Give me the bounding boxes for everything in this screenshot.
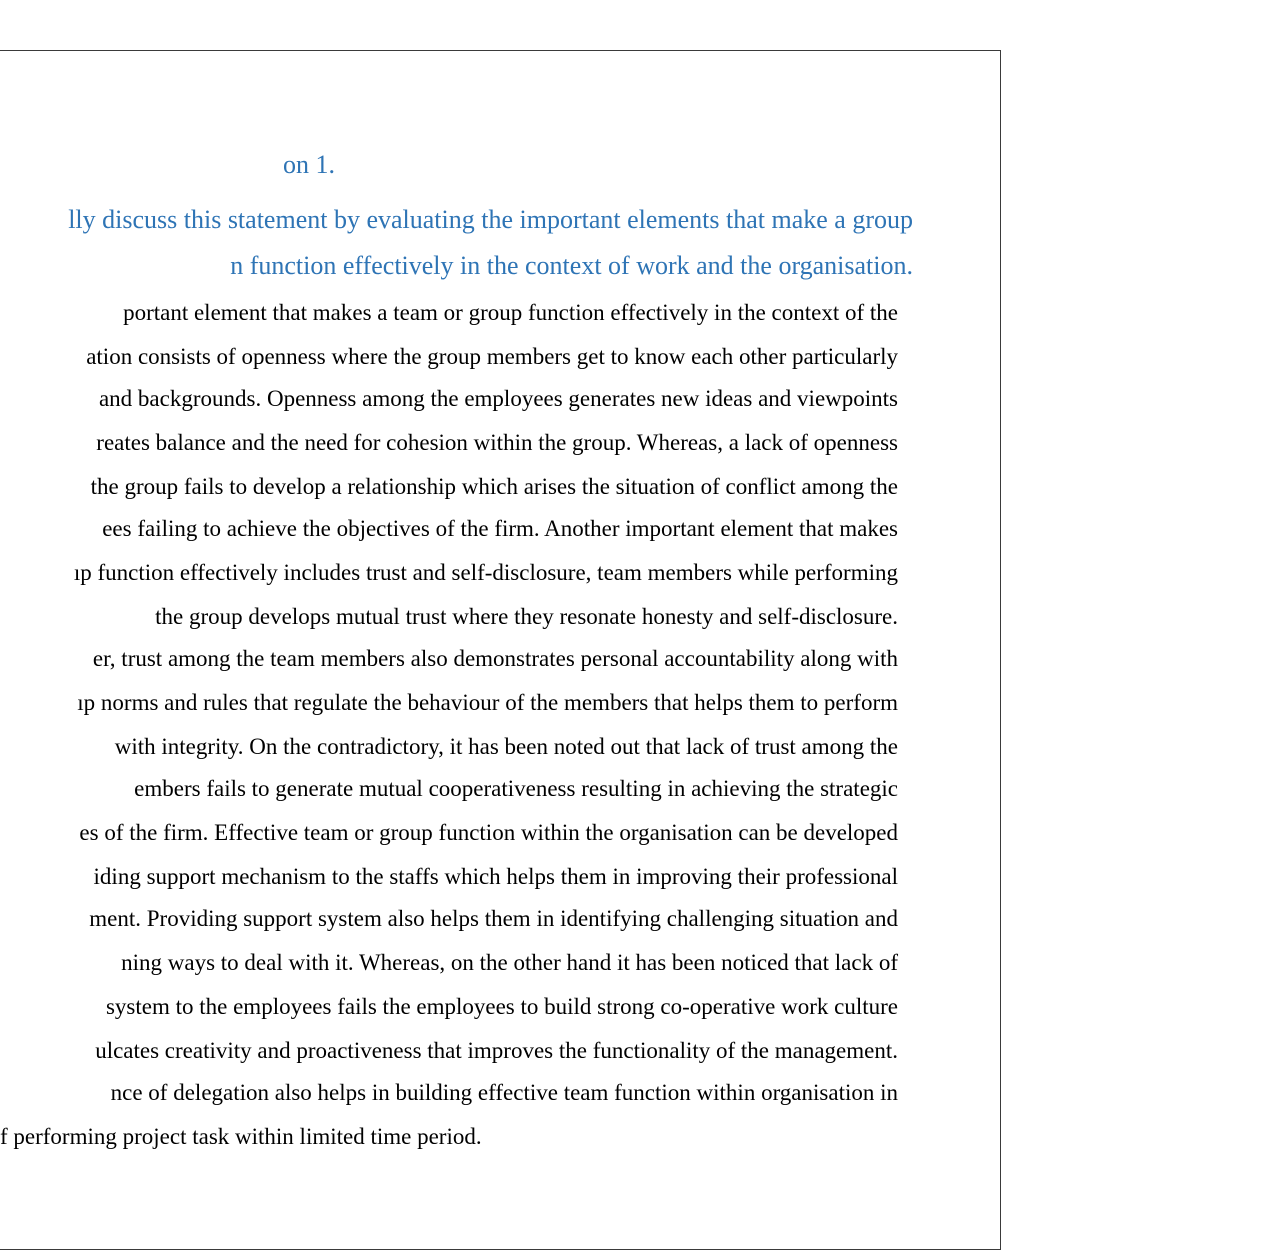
body-line: es of the firm. Effective team or group function within the organisation can be developed — [79, 820, 898, 845]
question-heading: on 1. — [283, 150, 335, 179]
body-line: and backgrounds. Openness among the employees generates new ideas and viewpoints — [98, 386, 898, 411]
body-line: nce of delegation also helps in building effective team function within organisation in — [110, 1080, 898, 1105]
body-line: ation consists of openness where the group members get to know each other particularly — [86, 344, 898, 369]
question-prompt-line-2: n function effectively in the context of work and the organisation. — [230, 251, 913, 280]
body-line: ulcates creativity and proactiveness that improves the functionality of the management. — [95, 1038, 898, 1063]
body-line: the group fails to develop a relationship which arises the situation of conflict among the — [90, 474, 898, 499]
body-line: embers fails to generate mutual cooperativeness resulting in achieving the strategic — [134, 776, 898, 801]
body-line: er, trust among the team members also demonstrates personal accountability along with — [92, 646, 898, 671]
body-line: ees failing to achieve the objectives of the firm. Another important element that makes — [102, 516, 898, 541]
body-line: with integrity. On the contradictory, it has been noted out that lack of trust among the — [114, 734, 898, 759]
body-line: ment. Providing support system also helps them in identifying challenging situation and — [89, 906, 898, 931]
question-prompt-line-1: lly discuss this statement by evaluating the important elements that make a group — [68, 205, 913, 234]
body-line: portant element that makes a team or group function effectively in the context of the — [123, 300, 898, 325]
body-line: ning ways to deal with it. Whereas, on the other hand it has been noticed that lack of — [121, 950, 898, 975]
body-line: reates balance and the need for cohesion within the group. Whereas, a lack of openness — [96, 430, 898, 455]
body-line: iding support mechanism to the staffs which helps them in improving their professional — [93, 864, 898, 889]
body-line: system to the employees fails the employees to build strong co-operative work culture — [105, 994, 898, 1019]
body-line: ıp function effectively includes trust and self-disclosure, team members while performing — [73, 560, 898, 585]
body-line: the group develops mutual trust where they resonate honesty and self-disclosure. — [155, 604, 898, 629]
body-line: f performing project task within limited time period. — [0, 1124, 482, 1149]
body-line: ıp norms and rules that regulate the behaviour of the members that helps them to perform — [77, 690, 898, 715]
